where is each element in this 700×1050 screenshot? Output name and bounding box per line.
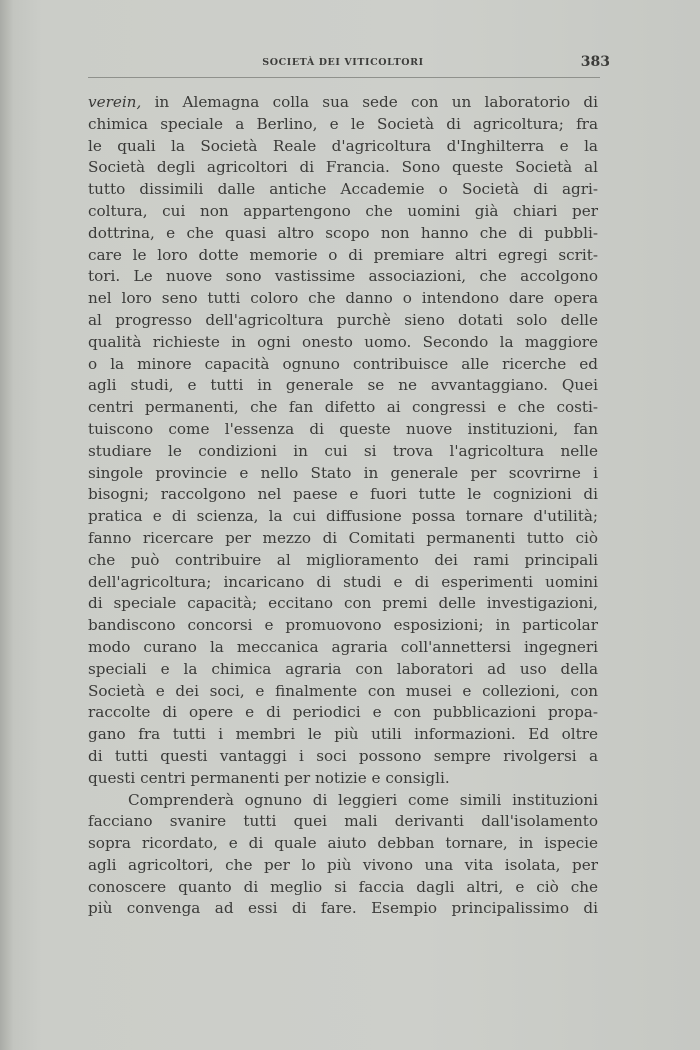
page-number: 383 bbox=[580, 54, 610, 70]
text-line: più convenga ad essi di fare. Esempio principalissimo di bbox=[88, 899, 598, 918]
body-text bbox=[88, 92, 598, 920]
text-line: chimica speciale a Berlino, e le Società di agricoltura; fra bbox=[88, 114, 598, 133]
text-line: tori. Le nuove sono vastissime associazioni, che accolgono bbox=[88, 267, 598, 286]
page-header bbox=[88, 54, 610, 74]
text-line: agli agricoltori, che per lo più vivono una vita isolata, per bbox=[88, 855, 598, 874]
text-line: che può contribuire al miglioramento dei rami principali bbox=[88, 550, 598, 569]
text-line: singole provincie e nello Stato in generale per scovrirne i bbox=[88, 463, 598, 482]
text-line: facciano svanire tutti quei mali derivanti dall'isolamento bbox=[88, 812, 598, 831]
page-gutter-shadow bbox=[0, 0, 14, 1050]
text-line: conoscere quanto di meglio si faccia dagli altri, e ciò che bbox=[88, 877, 598, 896]
text-line: o la minore capacità ognuno contribuisce alle ricerche ed bbox=[88, 354, 598, 373]
text-line: tuiscono come l'essenza di queste nuove instituzioni, fan bbox=[88, 419, 598, 438]
text-line: verein, in Alemagna colla sua sede con un laboratorio di bbox=[88, 93, 598, 111]
text-line: le quali la Società Reale d'agricoltura d'Inghilterra e la bbox=[88, 136, 598, 155]
italic-word: verein, bbox=[88, 93, 142, 111]
text-line: Società e dei soci, e finalmente con musei e collezioni, con bbox=[88, 681, 598, 700]
text-line: agli studi, e tutti in generale se ne avvantaggiano. Quei bbox=[88, 376, 598, 395]
text-line: Comprenderà ognuno di leggieri come simili instituzioni bbox=[128, 790, 598, 809]
text-line: dottrina, e che quasi altro scopo non hanno che di pubbli- bbox=[88, 223, 598, 242]
text-line: di tutti questi vantaggi i soci possono sempre rivolgersi a bbox=[88, 746, 598, 765]
text-line: bandiscono concorsi e promuovono esposizioni; in particolar bbox=[88, 616, 598, 635]
text-line: speciali e la chimica agraria con laboratori ad uso della bbox=[88, 659, 598, 678]
text-line: Società degli agricoltori di Francia. Sono queste Società al bbox=[88, 158, 598, 177]
text-line: gano fra tutti i membri le più utili informazioni. Ed oltre bbox=[88, 725, 598, 744]
text-line: al progresso dell'agricoltura purchè sieno dotati solo delle bbox=[88, 310, 598, 329]
text-line: qualità richieste in ogni onesto uomo. Secondo la maggiore bbox=[88, 332, 598, 351]
text-line: pratica e di scienza, la cui diffusione possa tornare d'utilità; bbox=[88, 507, 598, 526]
text-line: nel loro seno tutti coloro che danno o intendono dare opera bbox=[88, 289, 598, 308]
text-line: sopra ricordato, e di quale aiuto debban tornare, in ispecie bbox=[88, 834, 598, 853]
text-line: dell'agricoltura; incaricano di studi e di esperimenti uomini bbox=[88, 572, 598, 591]
running-title: SOCIETÀ DEI VITICOLTORI bbox=[262, 57, 424, 68]
text-line: studiare le condizioni in cui si trova l'agricoltura nelle bbox=[88, 441, 598, 460]
text-line: fanno ricercare per mezzo di Comitati permanenti tutto ciò bbox=[88, 528, 598, 547]
text-line: bisogni; raccolgono nel paese e fuori tutte le cognizioni di bbox=[88, 485, 598, 504]
text-line: raccolte di opere e di periodici e con pubblicazioni propa- bbox=[88, 703, 598, 722]
text-line: questi centri permanenti per notizie e consigli. bbox=[88, 768, 450, 787]
header-rule bbox=[88, 77, 600, 78]
text-line: care le loro dotte memorie o di premiare altri egregi scrit- bbox=[88, 245, 598, 264]
text-line: centri permanenti, che fan difetto ai congressi e che costi- bbox=[88, 398, 598, 417]
text-line: modo curano la meccanica agraria coll'annettersi ingegneri bbox=[88, 637, 598, 656]
text-line: di speciale capacità; eccitano con premi delle investigazioni, bbox=[88, 594, 598, 613]
text-line: tutto dissimili dalle antiche Accademie o Società di agri- bbox=[88, 180, 598, 199]
text-line: coltura, cui non appartengono che uomini già chiari per bbox=[88, 201, 598, 220]
